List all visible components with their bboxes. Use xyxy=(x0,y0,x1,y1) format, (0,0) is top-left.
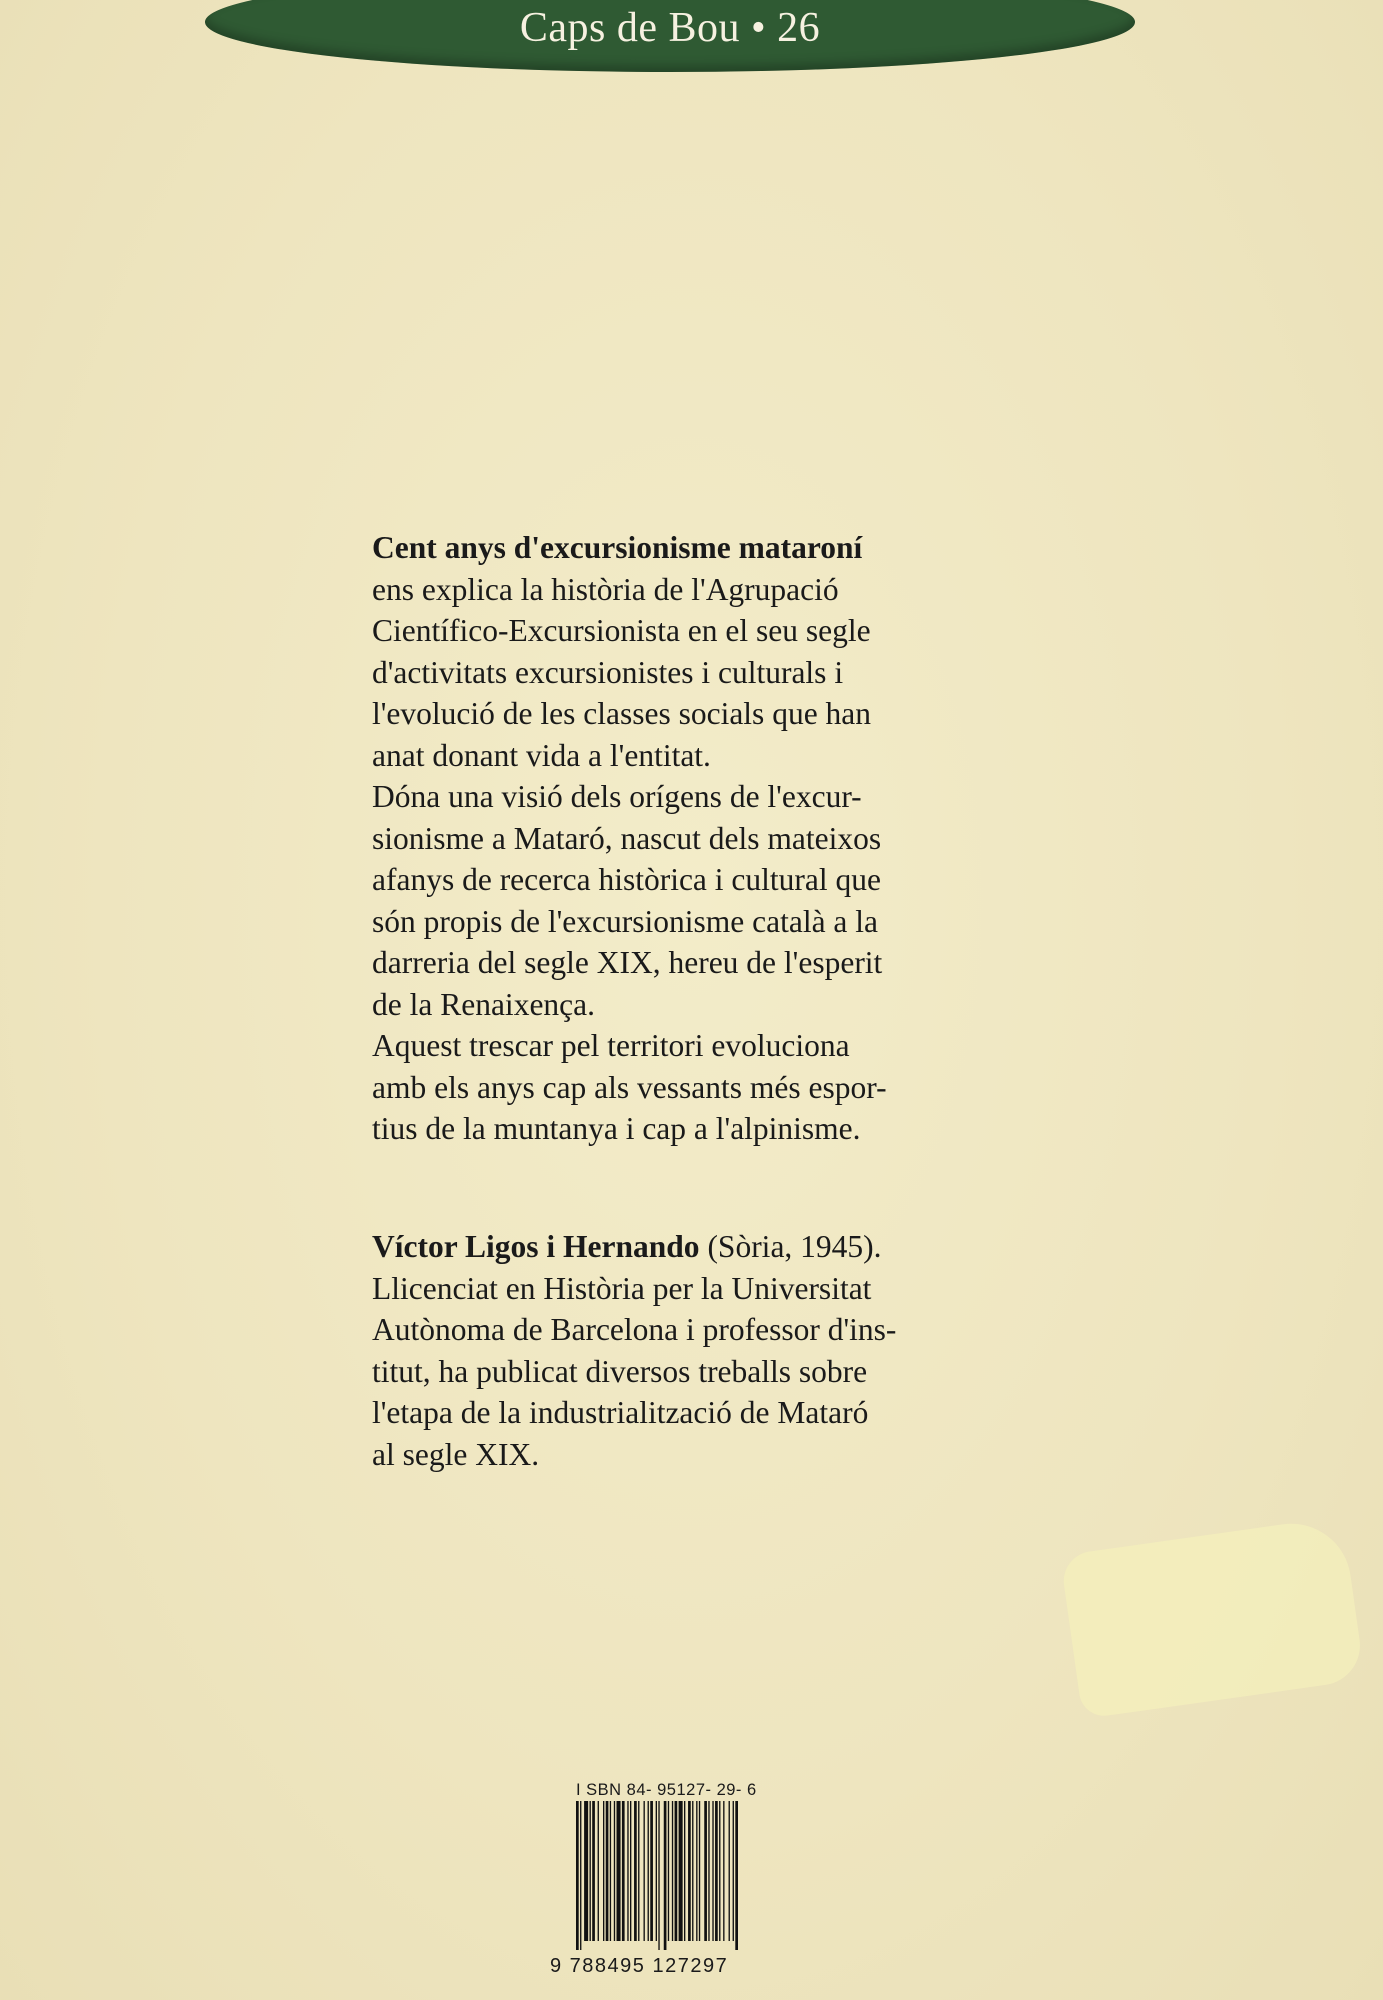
barcode-bar xyxy=(658,1801,659,1950)
barcode-bar xyxy=(576,1801,579,1950)
text-line: d'activitats excursionistes i culturals i xyxy=(372,654,844,690)
barcode-bar xyxy=(675,1801,678,1941)
barcode-bar xyxy=(715,1801,718,1941)
barcode-bar xyxy=(627,1801,628,1941)
barcode-bar xyxy=(672,1801,673,1941)
author-origin: (Sòria, 1945). xyxy=(699,1229,882,1264)
barcode-bar xyxy=(656,1801,657,1941)
barcode-bar xyxy=(614,1801,615,1941)
description-paragraph xyxy=(372,776,992,1025)
text-line: Científico-Excursionista en el seu segle xyxy=(372,613,871,648)
barcode-digits: 9 788495 127297 xyxy=(550,1955,729,1977)
description-paragraph xyxy=(372,569,992,777)
text-line: són propis de l'excursionisme català a la xyxy=(372,903,879,939)
author-name: Víctor Ligos i Hernando xyxy=(372,1229,700,1264)
barcode-bar xyxy=(610,1801,611,1941)
barcode-bar xyxy=(679,1801,683,1941)
barcode-bar xyxy=(648,1801,649,1941)
barcode-bar xyxy=(590,1801,591,1941)
description-paragraph xyxy=(372,1025,992,1150)
text-line: sionisme a Mataró, nascut dels mateixos xyxy=(372,820,882,856)
barcode-bar xyxy=(664,1801,667,1950)
barcode-bar xyxy=(704,1801,707,1941)
text-line: de la Renaixença. xyxy=(372,986,596,1022)
barcode-bar xyxy=(733,1801,734,1941)
barcode-bar xyxy=(684,1801,685,1941)
series-title: Caps de Bou • 26 xyxy=(519,5,821,51)
text-line: tius de la muntanya i cap a l'alpinisme. xyxy=(372,1111,861,1146)
barcode-bar xyxy=(606,1801,609,1941)
text-line: Autònoma de Barcelona i professor d'ins- xyxy=(372,1312,897,1347)
barcode-bar xyxy=(668,1801,669,1941)
barcode-bar xyxy=(650,1801,653,1941)
barcode-bar xyxy=(723,1801,724,1941)
barcode-bar xyxy=(584,1801,588,1941)
barcode-bar xyxy=(580,1801,581,1950)
barcode-bar xyxy=(719,1801,720,1941)
text-line: al segle XIX. xyxy=(372,1436,540,1472)
text-line: anat donant vida a l'entitat. xyxy=(372,737,711,773)
book-description xyxy=(372,527,992,1150)
barcode-bar xyxy=(708,1801,709,1941)
text-line: Aquest trescar pel territori evoluciona xyxy=(372,1028,850,1063)
author-heading xyxy=(372,1226,992,1268)
barcode-bar xyxy=(622,1801,625,1941)
text-line: Llicenciat en Història per la Universitat xyxy=(372,1270,872,1306)
text-line: afanys de recerca històrica i cultural que xyxy=(372,862,881,897)
text-line: l'evolució de les classes socials que han xyxy=(372,696,872,731)
barcode-bar xyxy=(634,1801,637,1941)
barcode-bar xyxy=(598,1801,599,1941)
barcode-bar xyxy=(692,1801,693,1941)
barcode-bar xyxy=(729,1801,730,1941)
barcode-bar xyxy=(696,1801,697,1941)
book-title: Cent anys d'excursionisme mataroní xyxy=(372,530,863,565)
text-line: darreria del segle XIX, hereu de l'esperit xyxy=(372,945,883,980)
tape-stain xyxy=(1060,1516,1365,1719)
barcode-bar xyxy=(699,1801,700,1941)
barcode-bar xyxy=(644,1801,645,1941)
barcode-bar xyxy=(592,1801,595,1941)
text-line: ens explica la història de l'Agrupació xyxy=(372,571,839,607)
text-line: l'etapa de la industrialització de Mataró xyxy=(372,1395,869,1430)
barcode-bar xyxy=(617,1801,621,1941)
barcode-bar xyxy=(630,1801,631,1941)
barcode-bar xyxy=(712,1801,713,1941)
text-line: titut, ha publicat diversos treballs sobre xyxy=(372,1353,868,1389)
author-bio xyxy=(372,1226,992,1475)
barcode-bar xyxy=(735,1801,738,1950)
barcode-bar xyxy=(603,1801,604,1941)
barcode-bar xyxy=(638,1801,639,1941)
text-line: amb els anys cap als vessants més espor- xyxy=(372,1069,887,1105)
text-line: Dóna una visió dels orígens de l'excur- xyxy=(372,779,862,814)
isbn-label: I SBN 84- 95127- 29- 6 xyxy=(576,1781,757,1799)
barcode xyxy=(574,1801,788,1950)
barcode-bar xyxy=(688,1801,691,1941)
